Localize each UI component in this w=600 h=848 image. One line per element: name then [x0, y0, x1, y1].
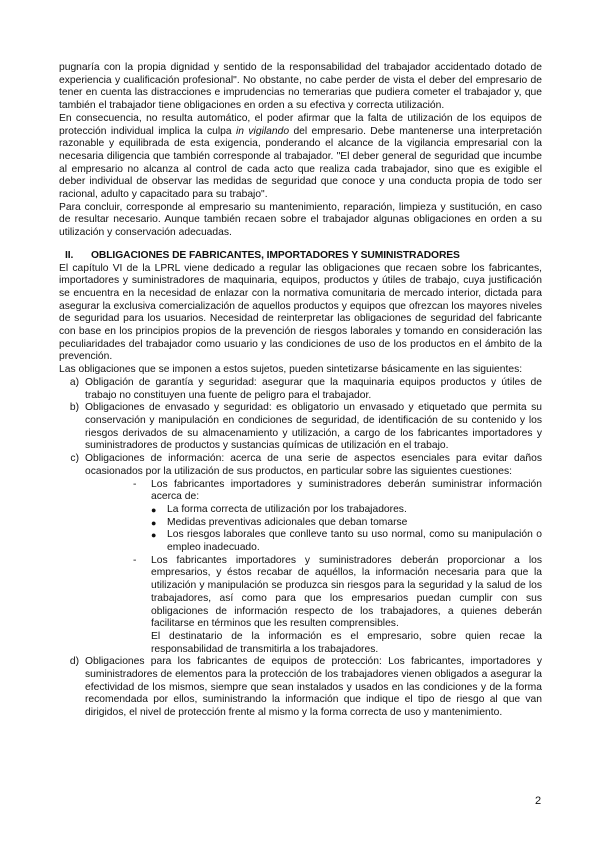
bullet-text: Los riesgos laborales que conlleve tanto su uso normal, como su manipulación o empleo inadecuado. [167, 529, 542, 554]
bullet-text: Medidas preventivas adicionales que deban tomarse [167, 516, 408, 528]
intro-paragraph-3: Para concluir, corresponde al empresario su mantenimiento, reparación, limpieza y sustitución, en caso de resultar necesario. Aunque también recaen sobre el trabajador algunas obligaciones en orden a su utilización y conservación adecuadas. [59, 201, 542, 239]
list-item-b [59, 402, 542, 453]
section-title: OBLIGACIONES DE FABRICANTES, IMPORTADORES Y SUMINISTRADORES [91, 249, 460, 261]
bullet-text: La forma correcta de utilización por los trabajadores. [167, 503, 407, 515]
section-paragraph-1: El capítulo VI de la LPRL viene dedicado a regular las obligaciones que recaen sobre los fabricantes, importadores y suministradores de maquinaria, equipos, productos y útiles de trabajo, cuya justificación se encuentra en la necesidad de enlazar con la normativa comunitaria de mercado interior, dictada para asegurar la exclusiva comercialización de aquellos productos y equipos que ofrezcan los mayores niveles de seguridad para los usuarios. Necesidad de reinterpretar las obligaciones de seguridad del fabricante con base en los principios propios de la prevención de riesgos laborales y tomando en consideración las peculiaridades del trabajador como usuario y las condiciones de uso de los productos en el ámbito de la prevención. [59, 262, 542, 363]
bullet-item [151, 504, 542, 517]
document-page [59, 62, 542, 720]
dash-marker: - [133, 478, 137, 490]
bullet-item [151, 517, 542, 530]
intro-paragraph-2: En consecuencia, no resulta automático, el poder afirmar que la falta de utilización de los equipos de protección individual implica la culpa in vigilando del empresario. Debe mantenerse una interpretación razonable y equilibrada de esta exigencia, ponderando el alcance de la vigilancia empresarial con la necesaria diligencia que también corresponde al trabajador. "El deber general de seguridad que incumbe al empresario no alcanza al control de cada acto que realiza cada trabajador, sino que es exigible el deber individual de observar las medidas de seguridad que conoce y una conducta propia de todo ser racional, adulto y capacitado para su trabajo". [59, 112, 542, 201]
sub-item-dash-2 [133, 555, 542, 631]
list-item-c [59, 453, 542, 478]
list-marker: b) [69, 402, 79, 414]
list-item-text: Obligaciones de envasado y seguridad: es obligatorio un envasado y etiquetado que permita su conservación y manipulación en condiciones de seguridad, de identificación de su contenido y los riesgos derivados de su almacenamiento y utilización, a cargo de los fabricantes importadores y suministradores de productos y sustancias químicas de utilización en el trabajo. [85, 402, 542, 452]
list-item-text: Obligación de garantía y seguridad: asegurar que la maquinaria equipos productos y útiles de trabajo no constituyen una fuente de peligro para el trabajador. [85, 376, 542, 401]
italic-term: in vigilando [236, 125, 290, 137]
list-marker: c) [70, 453, 79, 465]
bullet-item [151, 529, 542, 554]
page-number: 2 [535, 795, 542, 807]
sub-item-text: Los fabricantes importadores y suministradores deberán suministrar información acerca de: [151, 478, 542, 503]
sub-item-text: Los fabricantes importadores y suministradores deberán proporcionar a los empresarios, y éstos recabar de aquéllos, la información necesaria para que la utilización y manipulación se produzca sin riesgos para la seguridad y la salud de los trabajadores, así como para que los empresarios puedan cumplir con sus obligaciones de información respecto de los trabajadores, a quienes deberán facilitarse en términos que les resulten comprensibles. [151, 554, 542, 630]
bullet-icon: ● [151, 504, 157, 515]
section-heading [59, 250, 542, 263]
sub-item-note: El destinatario de la información es el empresario, sobre quien recae la responsabilidad de transmitirla a los trabajadores. [151, 630, 542, 655]
section-paragraph-2: Las obligaciones que se imponen a estos sujetos, pueden sintetizarse básicamente en las siguientes: [59, 364, 523, 376]
list-item-d [59, 656, 542, 720]
list-marker: d) [69, 656, 79, 668]
sub-item-dash-1 [133, 479, 542, 504]
bullet-icon: ● [151, 517, 157, 528]
bullet-icon: ● [151, 530, 157, 541]
list-marker: a) [69, 376, 79, 388]
intro-paragraph-1: pugnaría con la propia dignidad y sentido de la responsabilidad del trabajador accidentado dotado de experiencia y cualificación profesional". No obstante, no cabe perder de vista el deber del empresario de tener en cuenta las distracciones e imprudencias no temerarias que pudiera cometer el trabajador y, que también el trabajador tiene obligaciones en orden a su efectiva y correcta utilización. [59, 62, 542, 112]
section-number: II. [65, 249, 74, 261]
dash-marker: - [133, 554, 137, 566]
list-item-text: Obligaciones de información: acerca de una serie de aspectos esenciales para evitar daños ocasionados por la utilización de sus productos, en particular sobre las siguientes cuestiones: [85, 453, 542, 477]
list-item-text: Obligaciones para los fabricantes de equipos de protección: Los fabricantes, importadores y suministradores de elementos para la protección de los trabajadores vienen obligados a asegurar la efectividad de los mismos, siempre que sean instalados y usados en las condiciones y de la forma recomendada por ellos, suministrando la información que indique el tipo de riesgo al que van dirigidos, el nivel de protección frente al mismo y la forma correcta de uso y mantenimiento. [85, 656, 542, 719]
list-item-a [59, 377, 542, 402]
